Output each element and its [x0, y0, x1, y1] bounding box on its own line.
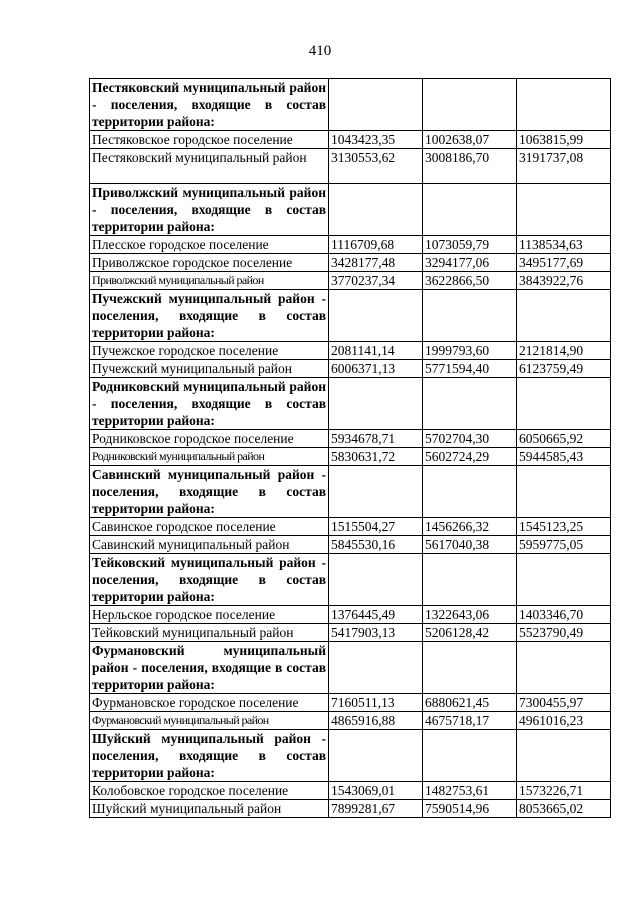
row-name: Пучежское городское поселение: [90, 342, 329, 360]
row-name: Пестяковский муниципальный район: [90, 149, 329, 184]
row-name: Пестяковское городское поселение: [90, 131, 329, 149]
value-col-1: 1515504,27: [329, 518, 423, 536]
table-row: [90, 149, 611, 184]
value-col-3: 5959775,05: [517, 536, 611, 554]
value-col-2: 5617040,38: [423, 536, 517, 554]
district-header-row: [90, 79, 611, 131]
value-col-1: 7160511,13: [329, 694, 423, 712]
value-col-1: 1116709,68: [329, 236, 423, 254]
value-col-1: 3428177,48: [329, 254, 423, 272]
value-col-1: 6006371,13: [329, 360, 423, 378]
empty-cell: [423, 642, 517, 694]
value-col-1: 5845530,16: [329, 536, 423, 554]
value-col-2: 1456266,32: [423, 518, 517, 536]
empty-cell: [329, 642, 423, 694]
value-col-1: 5417903,13: [329, 624, 423, 642]
table-row: [90, 448, 611, 466]
budget-table: [89, 78, 611, 818]
value-col-3: 1403346,70: [517, 606, 611, 624]
table-row: [90, 342, 611, 360]
empty-cell: [423, 378, 517, 430]
district-header: Пестяковский муниципальный район - поселения, входящие в состав территории района:: [90, 79, 329, 131]
empty-cell: [517, 642, 611, 694]
empty-cell: [329, 378, 423, 430]
value-col-2: 4675718,17: [423, 712, 517, 730]
value-col-2: 1999793,60: [423, 342, 517, 360]
empty-cell: [329, 554, 423, 606]
district-header: Тейковский муниципальный район - поселения, входящие в состав территории района:: [90, 554, 329, 606]
district-header: Пучежский муниципальный район - поселения, входящие в состав территории района:: [90, 290, 329, 342]
empty-cell: [517, 554, 611, 606]
value-col-3: 3843922,76: [517, 272, 611, 290]
table-row: [90, 430, 611, 448]
empty-cell: [423, 184, 517, 236]
district-header-row: [90, 554, 611, 606]
value-col-3: 6123759,49: [517, 360, 611, 378]
table-row: [90, 272, 611, 290]
value-col-1: 2081141,14: [329, 342, 423, 360]
empty-cell: [329, 466, 423, 518]
row-name: Пучежский муниципальный район: [90, 360, 329, 378]
empty-cell: [423, 554, 517, 606]
row-name: Нерльское городское поселение: [90, 606, 329, 624]
table-row: [90, 254, 611, 272]
district-header-row: [90, 466, 611, 518]
district-header: Шуйский муниципальный район - поселения, входящие в состав территории района:: [90, 730, 329, 782]
value-col-2: 7590514,96: [423, 800, 517, 818]
table-row: [90, 624, 611, 642]
row-name: Савинский муниципальный район: [90, 536, 329, 554]
value-col-3: 2121814,90: [517, 342, 611, 360]
empty-cell: [423, 730, 517, 782]
value-col-1: 5830631,72: [329, 448, 423, 466]
value-col-2: 5206128,42: [423, 624, 517, 642]
value-col-2: 1482753,61: [423, 782, 517, 800]
row-name: Плесское городское поселение: [90, 236, 329, 254]
table-row: [90, 782, 611, 800]
empty-cell: [517, 730, 611, 782]
row-name: Савинское городское поселение: [90, 518, 329, 536]
value-col-1: 3770237,34: [329, 272, 423, 290]
value-col-1: 1376445,49: [329, 606, 423, 624]
value-col-2: 3622866,50: [423, 272, 517, 290]
value-col-3: 5944585,43: [517, 448, 611, 466]
table-row: [90, 800, 611, 818]
row-name: Фурмановское городское поселение: [90, 694, 329, 712]
row-name: Приволжский муниципальный район: [90, 272, 329, 290]
district-header-row: [90, 730, 611, 782]
value-col-2: 5771594,40: [423, 360, 517, 378]
empty-cell: [329, 184, 423, 236]
table-row: [90, 712, 611, 730]
district-header-row: [90, 378, 611, 430]
table-row: [90, 606, 611, 624]
value-col-2: 6880621,45: [423, 694, 517, 712]
value-col-2: 1002638,07: [423, 131, 517, 149]
district-header: Фурмановский муниципальный район - поселения, входящие в состав территории района:: [90, 642, 329, 694]
district-header: Родниковский муниципальный район - поселения, входящие в состав территории района:: [90, 378, 329, 430]
table-row: [90, 518, 611, 536]
value-col-2: 3294177,06: [423, 254, 517, 272]
row-name: Фурмановский муниципальный район: [90, 712, 329, 730]
empty-cell: [517, 378, 611, 430]
value-col-1: 7899281,67: [329, 800, 423, 818]
empty-cell: [423, 79, 517, 131]
value-col-1: 5934678,71: [329, 430, 423, 448]
value-col-2: 5702704,30: [423, 430, 517, 448]
district-header: Савинский муниципальный район - поселения, входящие в состав территории района:: [90, 466, 329, 518]
value-col-3: 3191737,08: [517, 149, 611, 184]
value-col-2: 1073059,79: [423, 236, 517, 254]
value-col-3: 3495177,69: [517, 254, 611, 272]
table-row: [90, 536, 611, 554]
row-name: Родниковское городское поселение: [90, 430, 329, 448]
empty-cell: [423, 290, 517, 342]
empty-cell: [517, 466, 611, 518]
value-col-1: 1043423,35: [329, 131, 423, 149]
empty-cell: [329, 730, 423, 782]
district-header: Приволжский муниципальный район - поселения, входящие в состав территории района:: [90, 184, 329, 236]
table-row: [90, 360, 611, 378]
empty-cell: [517, 184, 611, 236]
row-name: Приволжское городское поселение: [90, 254, 329, 272]
value-col-3: 1545123,25: [517, 518, 611, 536]
value-col-1: 3130553,62: [329, 149, 423, 184]
page-number: 410: [308, 43, 332, 59]
empty-cell: [517, 290, 611, 342]
value-col-1: 1543069,01: [329, 782, 423, 800]
empty-cell: [423, 466, 517, 518]
row-name: Родниковский муниципальный район: [90, 448, 329, 466]
row-name: Шуйский муниципальный район: [90, 800, 329, 818]
value-col-2: 1322643,06: [423, 606, 517, 624]
value-col-1: 4865916,88: [329, 712, 423, 730]
table-row: [90, 131, 611, 149]
table-row: [90, 694, 611, 712]
empty-cell: [329, 79, 423, 131]
value-col-3: 1063815,99: [517, 131, 611, 149]
row-name: Колобовское городское поселение: [90, 782, 329, 800]
empty-cell: [329, 290, 423, 342]
table-row: [90, 236, 611, 254]
district-header-row: [90, 642, 611, 694]
value-col-3: 1138534,63: [517, 236, 611, 254]
row-name: Тейковский муниципальный район: [90, 624, 329, 642]
value-col-3: 1573226,71: [517, 782, 611, 800]
value-col-3: 7300455,97: [517, 694, 611, 712]
value-col-3: 8053665,02: [517, 800, 611, 818]
value-col-3: 5523790,49: [517, 624, 611, 642]
value-col-3: 4961016,23: [517, 712, 611, 730]
empty-cell: [517, 79, 611, 131]
district-header-row: [90, 184, 611, 236]
value-col-3: 6050665,92: [517, 430, 611, 448]
value-col-2: 5602724,29: [423, 448, 517, 466]
value-col-2: 3008186,70: [423, 149, 517, 184]
district-header-row: [90, 290, 611, 342]
